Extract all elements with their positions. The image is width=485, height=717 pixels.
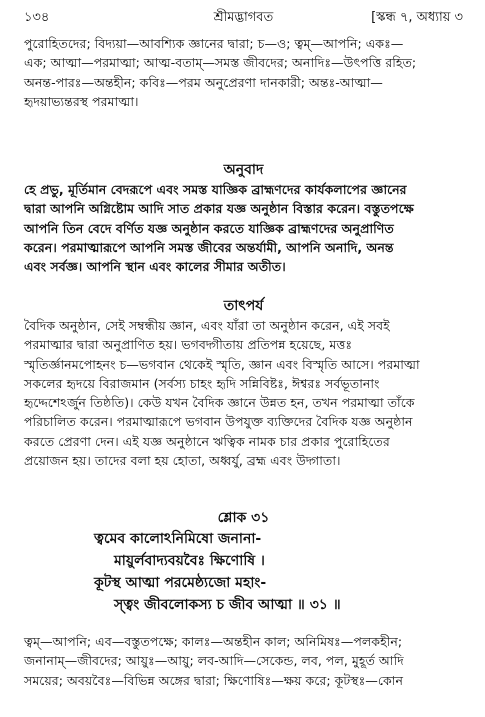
translation-heading: অনুবাদ [223, 162, 264, 178]
purport-line: হৃদ্দেশেঽর্জুন তিষ্ঠতি)। কেউ যখন বৈদিক জ্ঞানে উন্নত হন, তখন পরমাত্মা তাঁকে [24, 395, 415, 411]
synonyms-line: এক; আত্মা—পরমাত্মা; আত্ম-বতাম্—সমস্ত জীবদের; অনাদিঃ—উৎপত্তি রহিত; [24, 55, 417, 71]
synonyms-line: অনন্ত-পারঃ—অন্তহীন; কবিঃ—পরম অনুপ্রেরণা দানকারী; অন্তঃ-আত্মা— [24, 74, 383, 90]
purport-line: স্মৃতির্জ্ঞানমপোহনং চ—ভগবান থেকেই স্মৃতি, জ্ঞান এবং বিস্মৃতি আসে। পরমাত্মা [24, 356, 420, 372]
purport-line: পরমাত্মার দ্বারা অনুপ্রাণিত হয়। ভগবদ্গীতায় প্রতিপন্ন হয়েছে, মত্তঃ [24, 337, 353, 353]
synonyms-line: ত্বম্—আপনি; এব—বস্তুতপক্ষে; কালঃ—অন্তহীন কাল; অনিমিষঃ—পলকহীন; [24, 634, 403, 649]
verse-line: মায়ুর্লবাদ্যবয়বৈঃ ক্ষিণোষি । [114, 553, 265, 569]
page-header [24, 8, 463, 28]
chapter-reference: [স্কন্ধ ৭, অধ্যায় ৩ [371, 10, 463, 25]
translation-line: এবং সর্বজ্ঞ। আপনি স্থান এবং কালের সীমার অতীত। [24, 259, 286, 275]
translation-line: আপনি তিন বেদে বর্ণিত যজ্ঞ অনুষ্ঠান করতে যাজ্ঞিক ব্রাহ্মণদের অনুপ্রাণিত [24, 220, 394, 236]
purport-line: প্রয়োজন হয়। তাদের বলা হয় হোতা, অধ্বর্যু, ব্রহ্ম এবং উদ্গাতা। [24, 453, 341, 469]
purport-line: করতে প্রেরণা দেন। এই যজ্ঞ অনুষ্ঠানে ঋত্বিক নামক চার প্রকার পুরোহিতের [24, 433, 390, 449]
verse-heading: শ্লোক ৩১ [217, 510, 270, 526]
verse-line: ত্বমেব কালোঽনিমিষো জনানা- [94, 531, 262, 547]
synonyms-bottom-section [24, 632, 463, 690]
verse-block [24, 528, 463, 616]
book-title: শ্রীমদ্ভাগবত [213, 10, 274, 25]
translation-section [24, 180, 463, 276]
translation-line: করেন। পরমাত্মারূপে আপনি সমস্ত জীবের অন্তর্যামী, আপনি অনাদি, অনন্ত [24, 239, 394, 255]
verse-line: কূটস্থ আত্মা পরমেষ্ঠ্যজো মহাং- [94, 575, 267, 591]
page-number: ১৩৪ [24, 10, 50, 25]
purport-line: বৈদিক অনুষ্ঠান, সেই সম্বন্ধীয় জ্ঞান, এবং যাঁরা তা অনুষ্ঠান করেন, এই সবই [24, 318, 390, 333]
translation-line: হে প্রভু, মূর্তিমান বেদরূপে এবং সমস্ত যাজ্ঞিক ব্রাহ্মণদের কার্যকলাপের জ্ঞানের [24, 182, 407, 197]
synonyms-line: পুরোহিতদের; বিদ্যয়া—আবশ্যিক জ্ঞানের দ্বারা; চ—ও; ত্বম্—আপনি; একঃ— [24, 36, 404, 51]
purport-section [24, 316, 463, 470]
purport-heading: তাৎপর্য [223, 298, 264, 314]
synonyms-line: সময়ের; অবয়বৈঃ—বিভিন্ন অঙ্গের দ্বারা; ক্ষিণোষিঃ—ক্ষয় করে; কূটস্থঃ—কোন [24, 672, 403, 688]
translation-line: দ্বারা আপনি অগ্নিষ্টোম আদি সাত প্রকার যজ্ঞ অনুষ্ঠান বিস্তার করেন। বস্তুতপক্ষে [24, 201, 414, 217]
synonyms-line: জনানাম্—জীবদের; আয়ুঃ—আয়ু; লব-আদি—সেকেন্ড, লব, পল, মুহূর্ত আদি [24, 653, 404, 669]
verse-line: স্ত্বং জীবলোকস্য চ জীব আত্মা ॥ ৩১ ॥ [114, 597, 341, 613]
purport-line: সকলের হৃদয়ে বিরাজমান (সর্বস্য চাহং হৃদি সন্নিবিষ্টঃ, ঈশ্বরঃ সর্বভূতানাং [24, 375, 380, 391]
synonyms-line: হৃদয়াভ্যন্তরস্থ পরমাত্মা। [24, 93, 139, 109]
purport-line: পরিচালিত করেন। পরমাত্মারূপে ভগবান উপযুক্ত ব্যক্তিদের বৈদিক যজ্ঞ অনুষ্ঠান [24, 414, 413, 430]
synonyms-top-section [24, 34, 463, 111]
